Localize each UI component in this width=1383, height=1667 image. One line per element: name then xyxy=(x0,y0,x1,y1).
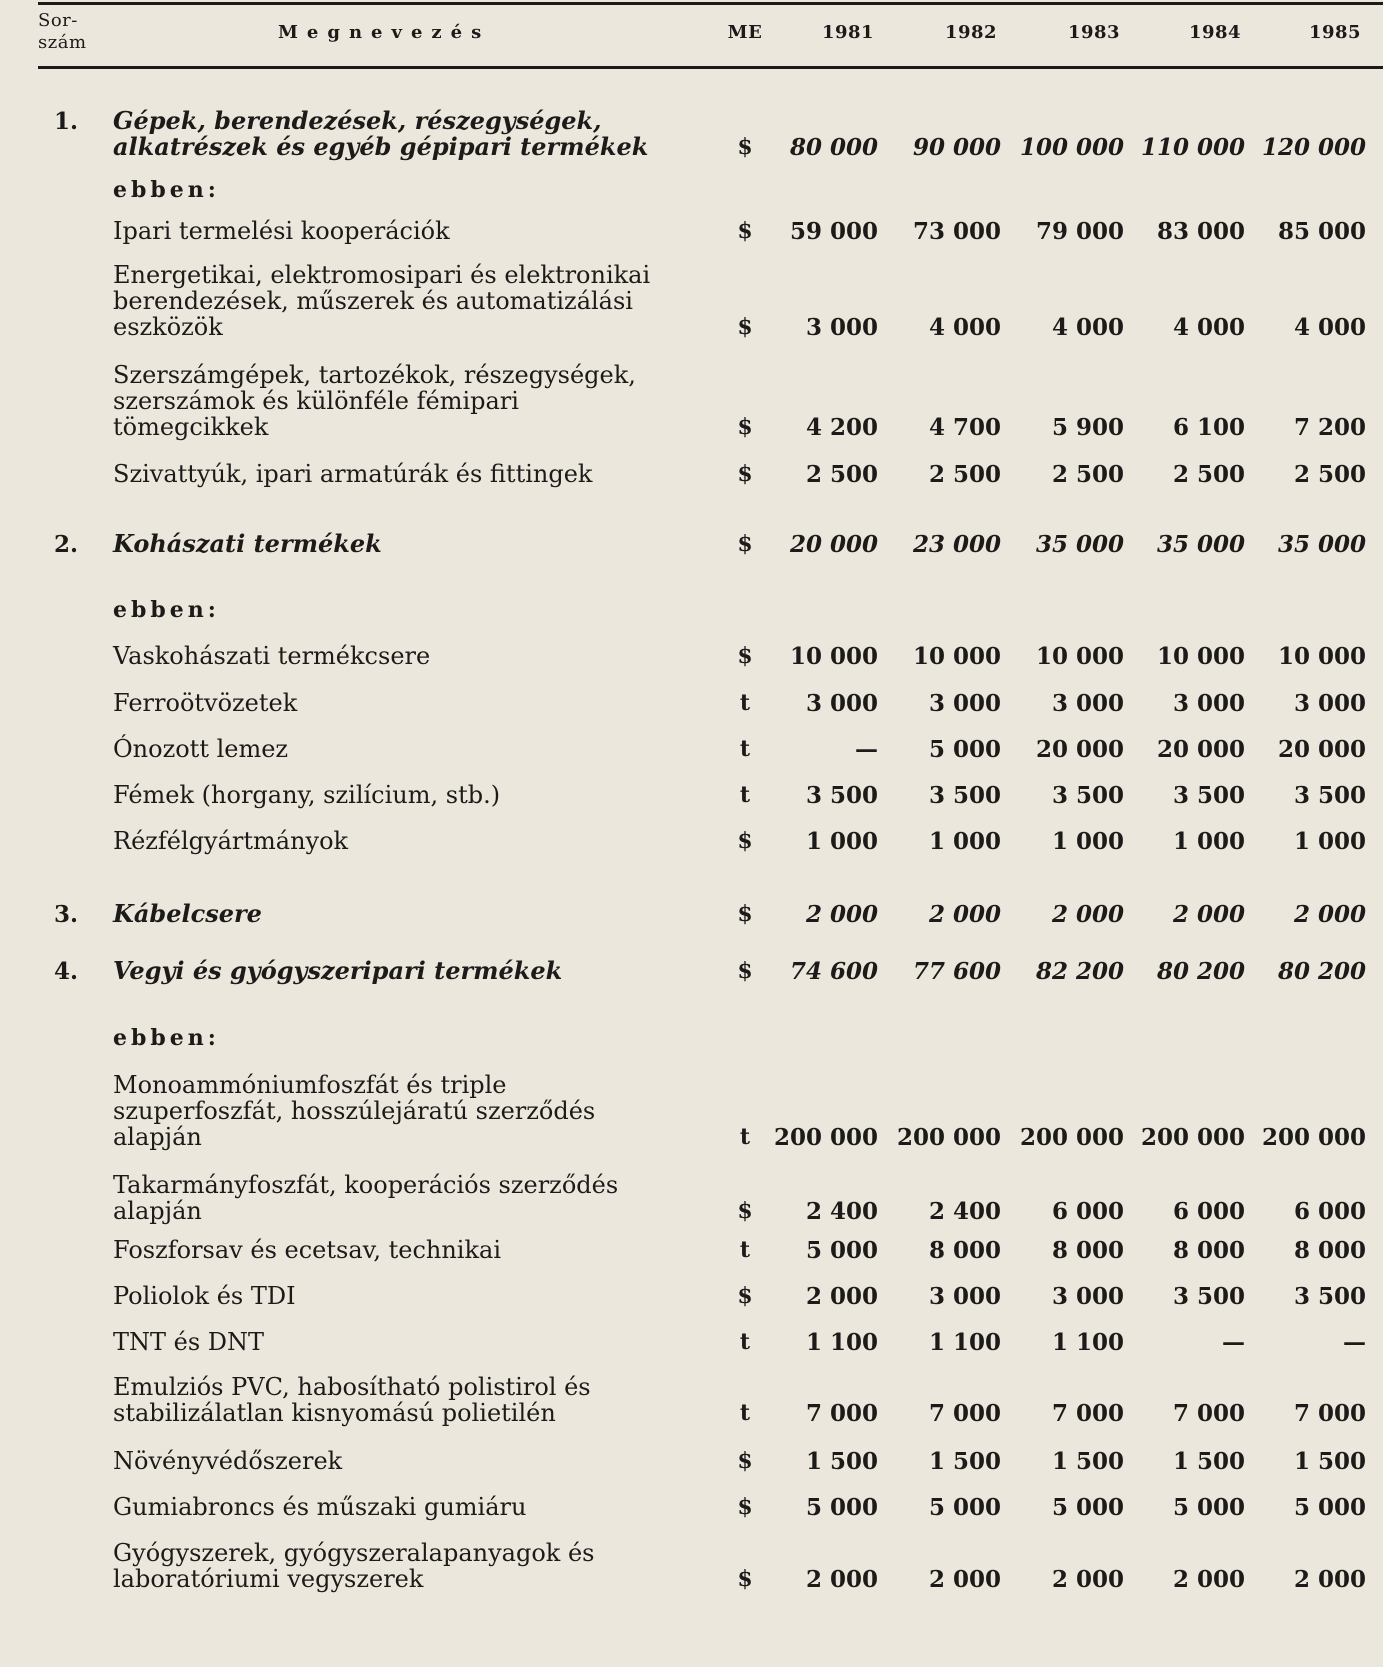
row-name: Szerszámgépek, tartozékok, részegységek, szerszámok és különféle fémipari tömegcikkek xyxy=(113,361,636,441)
value-cell-1984: 1 000 xyxy=(1172,828,1245,855)
value-cell-1985: 4 000 xyxy=(1293,314,1366,341)
value-cell-1981: 20 000 xyxy=(789,531,878,558)
value-cell-1984: 20 000 xyxy=(1156,736,1245,763)
value-cell-1984: 3 000 xyxy=(1172,690,1245,717)
value-cell-1981: 3 500 xyxy=(805,782,878,809)
value-cell-1982: 4 700 xyxy=(928,414,1001,441)
value-cell-1985: 2 500 xyxy=(1293,461,1366,488)
row-name: Energetikai, elektromosipari és elektronikai berendezések, műszerek és automatizálási eszközök xyxy=(113,261,651,341)
unit-text: $ xyxy=(737,1198,753,1224)
value-cell-1984: — xyxy=(1222,1329,1245,1356)
unit-text: t xyxy=(739,736,751,762)
value-cell-1984: 8 000 xyxy=(1172,1237,1245,1264)
value-cell-1984: 110 000 xyxy=(1140,134,1245,161)
value-cell-1983: 6 000 xyxy=(1051,1198,1124,1225)
value-cell-1985: 200 000 xyxy=(1261,1124,1366,1151)
value-cell-1983: 5 900 xyxy=(1051,414,1124,441)
ebben-label: ebben: xyxy=(113,1025,220,1051)
value-cell-1984: 6 100 xyxy=(1172,414,1245,441)
value-cell-1984: 2 500 xyxy=(1172,461,1245,488)
value-cell-1985: 7 000 xyxy=(1293,1400,1366,1427)
header-year-1983: 1983 xyxy=(1067,22,1121,43)
value-cell-1985: 8 000 xyxy=(1293,1237,1366,1264)
header-megnevezes: Megnevezés xyxy=(278,22,491,43)
value-cell-1985: 3 500 xyxy=(1293,782,1366,809)
value-cell-1981: 59 000 xyxy=(789,218,878,245)
top-rule xyxy=(38,2,1383,5)
value-cell-1984: 3 500 xyxy=(1172,782,1245,809)
value-cell-1982: 2 500 xyxy=(928,461,1001,488)
value-cell-1985: 80 200 xyxy=(1277,958,1366,985)
value-cell-1984: 2 000 xyxy=(1172,901,1245,928)
value-cell-1983: 1 100 xyxy=(1051,1329,1124,1356)
value-cell-1981: 1 100 xyxy=(805,1329,878,1356)
value-cell-1985: 2 000 xyxy=(1293,901,1366,928)
value-cell-1983: 3 000 xyxy=(1051,1283,1124,1310)
unit-text: $ xyxy=(737,314,753,340)
value-cell-1981: 5 000 xyxy=(805,1494,878,1521)
value-cell-1981: 3 000 xyxy=(805,314,878,341)
value-cell-1985: 1 500 xyxy=(1293,1448,1366,1475)
unit-text: $ xyxy=(737,958,753,984)
value-cell-1982: 77 600 xyxy=(912,958,1001,985)
value-cell-1982: 73 000 xyxy=(912,218,1001,245)
value-cell-1981: 74 600 xyxy=(789,958,878,985)
value-cell-1983: 1 500 xyxy=(1051,1448,1124,1475)
value-cell-1982: 200 000 xyxy=(896,1124,1001,1151)
row-name: Foszforsav és ecetsav, technikai xyxy=(113,1236,502,1264)
row-name: Emulziós PVC, habosítható polistirol és stabilizálatlan kisnyomású polietilén xyxy=(113,1373,591,1427)
unit-text: $ xyxy=(737,643,753,669)
value-cell-1985: 3 500 xyxy=(1293,1283,1366,1310)
row-name: Monoammóniumfoszfát és triple szuperfoszfát, hosszúlejáratú szerződés alapján xyxy=(113,1071,596,1151)
row-name: Ónozott lemez xyxy=(113,735,289,763)
value-cell-1984: 5 000 xyxy=(1172,1494,1245,1521)
ebben-label: ebben: xyxy=(113,597,220,623)
row-name: Gumiabroncs és műszaki gumiáru xyxy=(113,1493,527,1521)
row-name: Növényvédőszerek xyxy=(113,1447,343,1475)
value-cell-1985: 1 000 xyxy=(1293,828,1366,855)
row-name: Szivattyúk, ipari armatúrák és fittingek xyxy=(113,460,593,488)
unit-text: $ xyxy=(737,461,753,487)
value-cell-1981: 2 000 xyxy=(805,1283,878,1310)
row-name: Poliolok és TDI xyxy=(113,1282,296,1310)
unit-text: $ xyxy=(737,218,753,244)
value-cell-1981: 4 200 xyxy=(805,414,878,441)
row-name: Kohászati termékek xyxy=(113,529,382,558)
value-cell-1983: 1 000 xyxy=(1051,828,1124,855)
value-cell-1985: — xyxy=(1343,1329,1366,1356)
header-year-1982: 1982 xyxy=(944,22,998,43)
value-cell-1983: 20 000 xyxy=(1035,736,1124,763)
value-cell-1982: 10 000 xyxy=(912,643,1001,670)
value-cell-1985: 3 000 xyxy=(1293,690,1366,717)
value-cell-1984: 80 200 xyxy=(1156,958,1245,985)
value-cell-1982: 4 000 xyxy=(928,314,1001,341)
value-cell-1983: 2 500 xyxy=(1051,461,1124,488)
unit-text: $ xyxy=(737,828,753,854)
value-cell-1984: 6 000 xyxy=(1172,1198,1245,1225)
header-me: ME xyxy=(727,22,763,43)
row-number: 3. xyxy=(54,901,79,928)
value-cell-1981: 2 400 xyxy=(805,1198,878,1225)
unit-text: t xyxy=(739,782,751,808)
value-cell-1982: 1 500 xyxy=(928,1448,1001,1475)
header-year-1984: 1984 xyxy=(1188,22,1242,43)
value-cell-1982: 3 000 xyxy=(928,690,1001,717)
row-name: Rézfélgyártmányok xyxy=(113,827,349,855)
value-cell-1984: 200 000 xyxy=(1140,1124,1245,1151)
value-cell-1983: 4 000 xyxy=(1051,314,1124,341)
unit-text: $ xyxy=(737,531,753,557)
value-cell-1981: 7 000 xyxy=(805,1400,878,1427)
header-rule xyxy=(38,66,1383,69)
row-name: Gyógyszerek, gyógyszeralapanyagok és laboratóriumi vegyszerek xyxy=(113,1539,595,1593)
value-cell-1984: 3 500 xyxy=(1172,1283,1245,1310)
value-cell-1984: 10 000 xyxy=(1156,643,1245,670)
header-sorszam: Sor- szám xyxy=(38,10,87,53)
header-year-1985: 1985 xyxy=(1308,22,1362,43)
value-cell-1981: 5 000 xyxy=(805,1237,878,1264)
row-name: Vegyi és gyógyszeripari termékek xyxy=(113,956,563,985)
value-cell-1984: 1 500 xyxy=(1172,1448,1245,1475)
value-cell-1984: 35 000 xyxy=(1156,531,1245,558)
value-cell-1983: 10 000 xyxy=(1035,643,1124,670)
unit-text: $ xyxy=(737,1283,753,1309)
value-cell-1983: 2 000 xyxy=(1051,901,1124,928)
value-cell-1983: 200 000 xyxy=(1019,1124,1124,1151)
unit-text: $ xyxy=(737,1494,753,1520)
value-cell-1982: 2 000 xyxy=(928,1566,1001,1593)
value-cell-1985: 35 000 xyxy=(1277,531,1366,558)
header-year-1981: 1981 xyxy=(821,22,875,43)
unit-text: $ xyxy=(737,1566,753,1592)
value-cell-1983: 3 000 xyxy=(1051,690,1124,717)
value-cell-1982: 3 500 xyxy=(928,782,1001,809)
value-cell-1983: 79 000 xyxy=(1035,218,1124,245)
value-cell-1981: 3 000 xyxy=(805,690,878,717)
value-cell-1981: 1 500 xyxy=(805,1448,878,1475)
value-cell-1983: 7 000 xyxy=(1051,1400,1124,1427)
value-cell-1982: 5 000 xyxy=(928,1494,1001,1521)
value-cell-1985: 5 000 xyxy=(1293,1494,1366,1521)
value-cell-1983: 3 500 xyxy=(1051,782,1124,809)
value-cell-1984: 83 000 xyxy=(1156,218,1245,245)
row-name: Gépek, berendezések, részegységek, alkatrészek és egyéb gépipari termékek xyxy=(113,106,649,161)
value-cell-1983: 82 200 xyxy=(1035,958,1124,985)
ebben-label: ebben: xyxy=(113,177,220,203)
value-cell-1984: 4 000 xyxy=(1172,314,1245,341)
value-cell-1981: 10 000 xyxy=(789,643,878,670)
row-name: Fémek (horgany, szilícium, stb.) xyxy=(113,781,501,809)
value-cell-1982: 7 000 xyxy=(928,1400,1001,1427)
value-cell-1981: 1 000 xyxy=(805,828,878,855)
value-cell-1985: 2 000 xyxy=(1293,1566,1366,1593)
value-cell-1983: 2 000 xyxy=(1051,1566,1124,1593)
value-cell-1985: 6 000 xyxy=(1293,1198,1366,1225)
value-cell-1983: 35 000 xyxy=(1035,531,1124,558)
value-cell-1981: 2 000 xyxy=(805,901,878,928)
value-cell-1982: 8 000 xyxy=(928,1237,1001,1264)
value-cell-1982: 1 100 xyxy=(928,1329,1001,1356)
unit-text: $ xyxy=(737,414,753,440)
value-cell-1981: 2 500 xyxy=(805,461,878,488)
value-cell-1982: 1 000 xyxy=(928,828,1001,855)
value-cell-1981: — xyxy=(855,736,878,763)
value-cell-1981: 2 000 xyxy=(805,1566,878,1593)
value-cell-1985: 20 000 xyxy=(1277,736,1366,763)
value-cell-1982: 5 000 xyxy=(928,736,1001,763)
value-cell-1984: 2 000 xyxy=(1172,1566,1245,1593)
row-name: Takarmányfoszfát, kooperációs szerződés alapján xyxy=(113,1171,619,1225)
value-cell-1985: 85 000 xyxy=(1277,218,1366,245)
unit-text: t xyxy=(739,1329,751,1355)
value-cell-1982: 90 000 xyxy=(912,134,1001,161)
unit-text: $ xyxy=(737,134,753,160)
row-name: TNT és DNT xyxy=(113,1328,265,1356)
value-cell-1983: 100 000 xyxy=(1019,134,1124,161)
value-cell-1985: 7 200 xyxy=(1293,414,1366,441)
row-name: Vaskohászati termékcsere xyxy=(113,642,431,670)
unit-text: t xyxy=(739,1400,751,1426)
unit-text: t xyxy=(739,690,751,716)
row-number: 4. xyxy=(54,958,79,985)
unit-text: t xyxy=(739,1237,751,1263)
row-number: 1. xyxy=(54,108,79,135)
value-cell-1985: 10 000 xyxy=(1277,643,1366,670)
unit-text: $ xyxy=(737,1448,753,1474)
row-name: Ferroötvözetek xyxy=(113,689,298,717)
value-cell-1982: 23 000 xyxy=(912,531,1001,558)
value-cell-1985: 120 000 xyxy=(1261,134,1366,161)
unit-text: $ xyxy=(737,901,753,927)
value-cell-1982: 2 400 xyxy=(928,1198,1001,1225)
row-name: Ipari termelési kooperációk xyxy=(113,217,450,245)
value-cell-1981: 200 000 xyxy=(773,1124,878,1151)
unit-text: t xyxy=(739,1124,751,1150)
value-cell-1983: 5 000 xyxy=(1051,1494,1124,1521)
value-cell-1982: 2 000 xyxy=(928,901,1001,928)
value-cell-1982: 3 000 xyxy=(928,1283,1001,1310)
value-cell-1984: 7 000 xyxy=(1172,1400,1245,1427)
value-cell-1981: 80 000 xyxy=(789,134,878,161)
row-number: 2. xyxy=(54,531,79,558)
row-name: Kábelcsere xyxy=(113,899,262,928)
value-cell-1983: 8 000 xyxy=(1051,1237,1124,1264)
